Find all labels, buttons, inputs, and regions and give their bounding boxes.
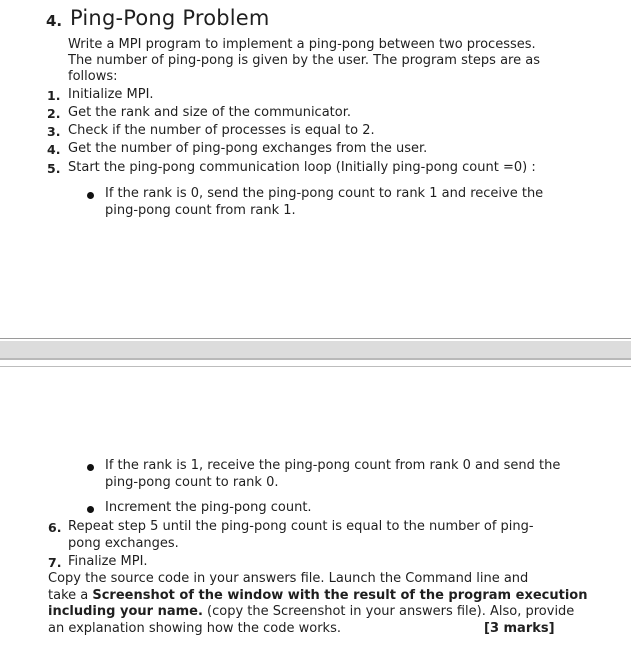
final-line-2 <box>48 588 587 603</box>
bullet-line: ping-pong count from rank 1. <box>105 203 296 218</box>
step-text: Get the number of ping-pong exchanges from the user. <box>68 141 428 156</box>
step-number: 1. <box>47 88 61 103</box>
step-text: Initialize MPI. <box>68 87 154 102</box>
intro-line-2: The number of ping-pong is given by the user. The program steps are as <box>68 53 540 68</box>
step-text: Start the ping-pong communication loop (Initially ping-pong count =0) : <box>68 160 536 175</box>
step-number: 4. <box>47 142 61 157</box>
final-line-3-text: (copy the Screenshot in your answers file). Also, provide <box>202 604 575 619</box>
bullet-dot-icon <box>87 464 94 471</box>
final-line-3-bold: including your name. <box>48 604 203 619</box>
step-text: Check if the number of processes is equal to 2. <box>68 123 375 138</box>
step-text: Finalize MPI. <box>68 554 148 569</box>
final-line-3 <box>48 604 574 619</box>
bullet-line: If the rank is 0, send the ping-pong count to rank 1 and receive the <box>105 186 544 201</box>
intro-line-3: follows: <box>68 69 118 84</box>
bullet-line: ping-pong count to rank 0. <box>105 475 279 490</box>
page-break-top-line <box>0 338 631 339</box>
step-number: 6. <box>48 520 62 535</box>
page-break-bottom-line <box>0 366 631 367</box>
final-line-2-bold: Screenshot of the window with the result of the program execution <box>92 588 588 603</box>
page-break-shadow <box>0 358 631 360</box>
step-text: Repeat step 5 until the ping-pong count is equal to the number of ping- <box>68 519 534 534</box>
marks-label: [3 marks] <box>484 621 555 636</box>
step-number: 5. <box>47 161 61 176</box>
final-line-1: Copy the source code in your answers file. Launch the Command line and <box>48 571 529 586</box>
step-number: 3. <box>47 124 61 139</box>
step-number: 2. <box>47 106 61 121</box>
final-line-4: an explanation showing how the code works. <box>48 621 341 636</box>
bullet-line: If the rank is 1, receive the ping-pong count from rank 0 and send the <box>105 458 561 473</box>
bullet-line: Increment the ping-pong count. <box>105 500 312 515</box>
step-text: pong exchanges. <box>68 536 179 551</box>
final-line-2-text: take a <box>48 588 93 603</box>
step-number: 7. <box>48 555 62 570</box>
bullet-dot-icon <box>87 506 94 513</box>
bullet-dot-icon <box>87 192 94 199</box>
problem-number: 4. <box>46 12 63 30</box>
problem-title: Ping-Pong Problem <box>70 6 270 30</box>
step-text: Get the rank and size of the communicator. <box>68 105 352 120</box>
intro-line-1: Write a MPI program to implement a ping-pong between two processes. <box>68 37 536 52</box>
